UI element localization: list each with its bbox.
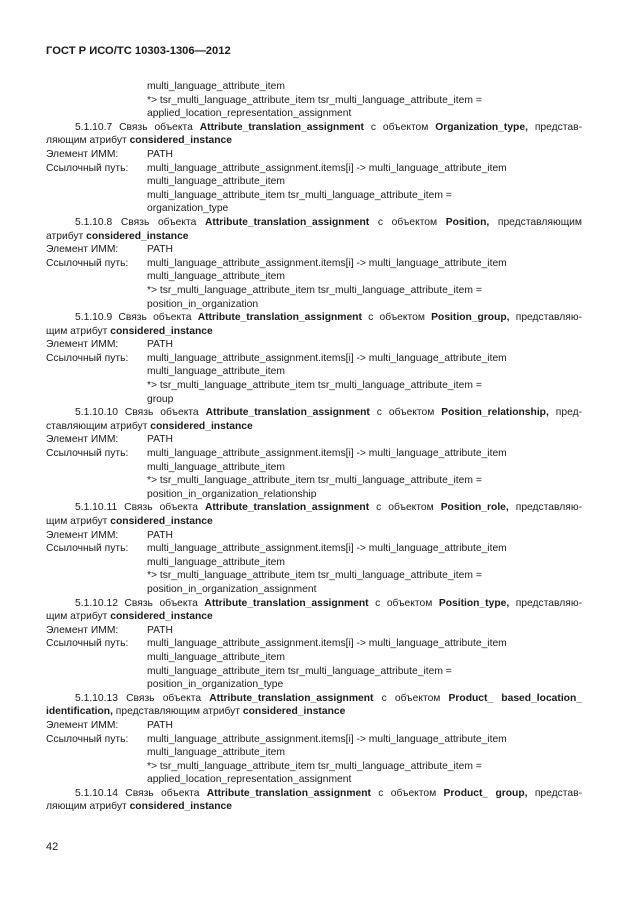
reference-path-line: multi_language_attribute_item	[147, 176, 285, 188]
element-row: Элемент ИММ: PATH	[46, 529, 173, 541]
section-heading-5-1-10-8: 5.1.10.8 Связь объекта Attribute_translation_assignment с объектом Position, представляющим	[75, 216, 583, 228]
element-row: Элемент ИММ: PATH	[46, 434, 173, 446]
section-heading-5-1-10-13: 5.1.10.13 Связь объекта Attribute_translation_assignment с объектом Product_ based_location_	[75, 692, 582, 704]
reference-path-row: Ссылочный путь: multi_language_attribute_assignment.items[i] -> multi_language_attribute_item	[46, 638, 507, 650]
section-heading-cont: щим атрибут considered_instance	[46, 325, 213, 337]
reference-path-line: group	[147, 393, 174, 405]
section-heading-5-1-10-12: 5.1.10.12 Связь объекта Attribute_translation_assignment с объектом Position_type, представляю-	[75, 597, 582, 609]
document-body	[46, 80, 582, 814]
reference-path-row: Ссылочный путь: multi_language_attribute_assignment.items[i] -> multi_language_attribute_item	[46, 257, 507, 269]
reference-path-line: multi_language_attribute_item	[147, 366, 285, 378]
reference-path-line: *> tsr_multi_language_attribute_item tsr_multi_language_attribute_item =	[147, 475, 482, 487]
reference-path-line: position_in_organization_type	[147, 679, 284, 691]
section-heading-cont: ляющим атрибут considered_instance	[46, 801, 232, 813]
section-heading-5-1-10-14: 5.1.10.14 Связь объекта Attribute_translation_assignment с объектом Product_ group, представ-	[75, 787, 583, 799]
section-heading-cont: identification, представляющим атрибут considered_instance	[46, 706, 346, 718]
intro-line: multi_language_attribute_item	[147, 81, 285, 92]
reference-path-line: multi_language_attribute_item tsr_multi_language_attribute_item =	[147, 665, 452, 677]
document-header: ГОСТ Р ИСО/ТС 10303-1306—2012	[46, 45, 231, 57]
section-heading-cont: атрибут considered_instance	[46, 230, 189, 242]
intro-line: *> tsr_multi_language_attribute_item tsr_multi_language_attribute_item =	[147, 94, 482, 106]
reference-path-row: Ссылочный путь: multi_language_attribute_assignment.items[i] -> multi_language_attribute_item	[46, 543, 507, 555]
reference-path-line: multi_language_attribute_item	[147, 461, 285, 473]
reference-path-line: position_in_organization_assignment	[147, 583, 317, 595]
section-heading-5-1-10-9: 5.1.10.9 Связь объекта Attribute_translation_assignment с объектом Position_group, представляю-	[75, 312, 582, 324]
section-heading-5-1-10-7: 5.1.10.7 Связь объекта Attribute_translation_assignment с объектом Organization_type, представ-	[75, 121, 583, 133]
element-row: Элемент ИММ: PATH	[46, 339, 173, 351]
reference-path-line: organization_type	[147, 203, 229, 215]
section-heading-5-1-10-11: 5.1.10.11 Связь объекта Attribute_translation_assignment с объектом Position_role, представляю-	[75, 502, 583, 514]
section-heading-cont: ляющим атрибут considered_instance	[46, 135, 232, 147]
reference-path-line: multi_language_attribute_item	[147, 271, 285, 283]
element-row: Элемент ИММ: PATH	[46, 624, 173, 636]
element-row: Элемент ИММ: PATH	[46, 148, 173, 160]
intro-line: applied_location_representation_assignment	[147, 108, 352, 120]
reference-path-line: position_in_organization	[147, 298, 259, 310]
reference-path-row: Ссылочный путь: multi_language_attribute_assignment.items[i] -> multi_language_attribute_item	[46, 448, 507, 460]
section-heading-cont: щим атрибут considered_instance	[46, 611, 213, 623]
reference-path-line: multi_language_attribute_item tsr_multi_language_attribute_item =	[147, 189, 452, 201]
reference-path-line: *> tsr_multi_language_attribute_item tsr_multi_language_attribute_item =	[147, 380, 482, 392]
reference-path-line: multi_language_attribute_item	[147, 651, 285, 663]
element-row: Элемент ИММ: PATH	[46, 244, 173, 256]
reference-path-line: *> tsr_multi_language_attribute_item tsr_multi_language_attribute_item =	[147, 570, 482, 582]
reference-path-line: multi_language_attribute_item	[147, 556, 285, 568]
reference-path-line: position_in_organization_relationship	[147, 488, 317, 500]
element-row: Элемент ИММ: PATH	[46, 719, 173, 731]
reference-path-row: Ссылочный путь: multi_language_attribute_assignment.items[i] -> multi_language_attribute_item	[46, 733, 507, 745]
reference-path-line: *> tsr_multi_language_attribute_item tsr_multi_language_attribute_item =	[147, 284, 482, 296]
page-number: 42	[46, 841, 59, 853]
reference-path-row: Ссылочный путь: multi_language_attribute_assignment.items[i] -> multi_language_attribute_item	[46, 352, 507, 364]
reference-path-line: *> tsr_multi_language_attribute_item tsr_multi_language_attribute_item =	[147, 760, 482, 772]
reference-path-line: multi_language_attribute_item	[147, 747, 285, 759]
reference-path-line: applied_location_representation_assignment	[147, 774, 352, 786]
reference-path-row: Ссылочный путь: multi_language_attribute_assignment.items[i] -> multi_language_attribute_item	[46, 162, 507, 174]
section-heading-5-1-10-10: 5.1.10.10 Связь объекта Attribute_translation_assignment с объектом Position_relationship, пред-	[75, 407, 583, 419]
section-heading-cont: щим атрибут considered_instance	[46, 516, 213, 527]
section-heading-cont: ставляющим атрибут considered_instance	[46, 420, 253, 432]
